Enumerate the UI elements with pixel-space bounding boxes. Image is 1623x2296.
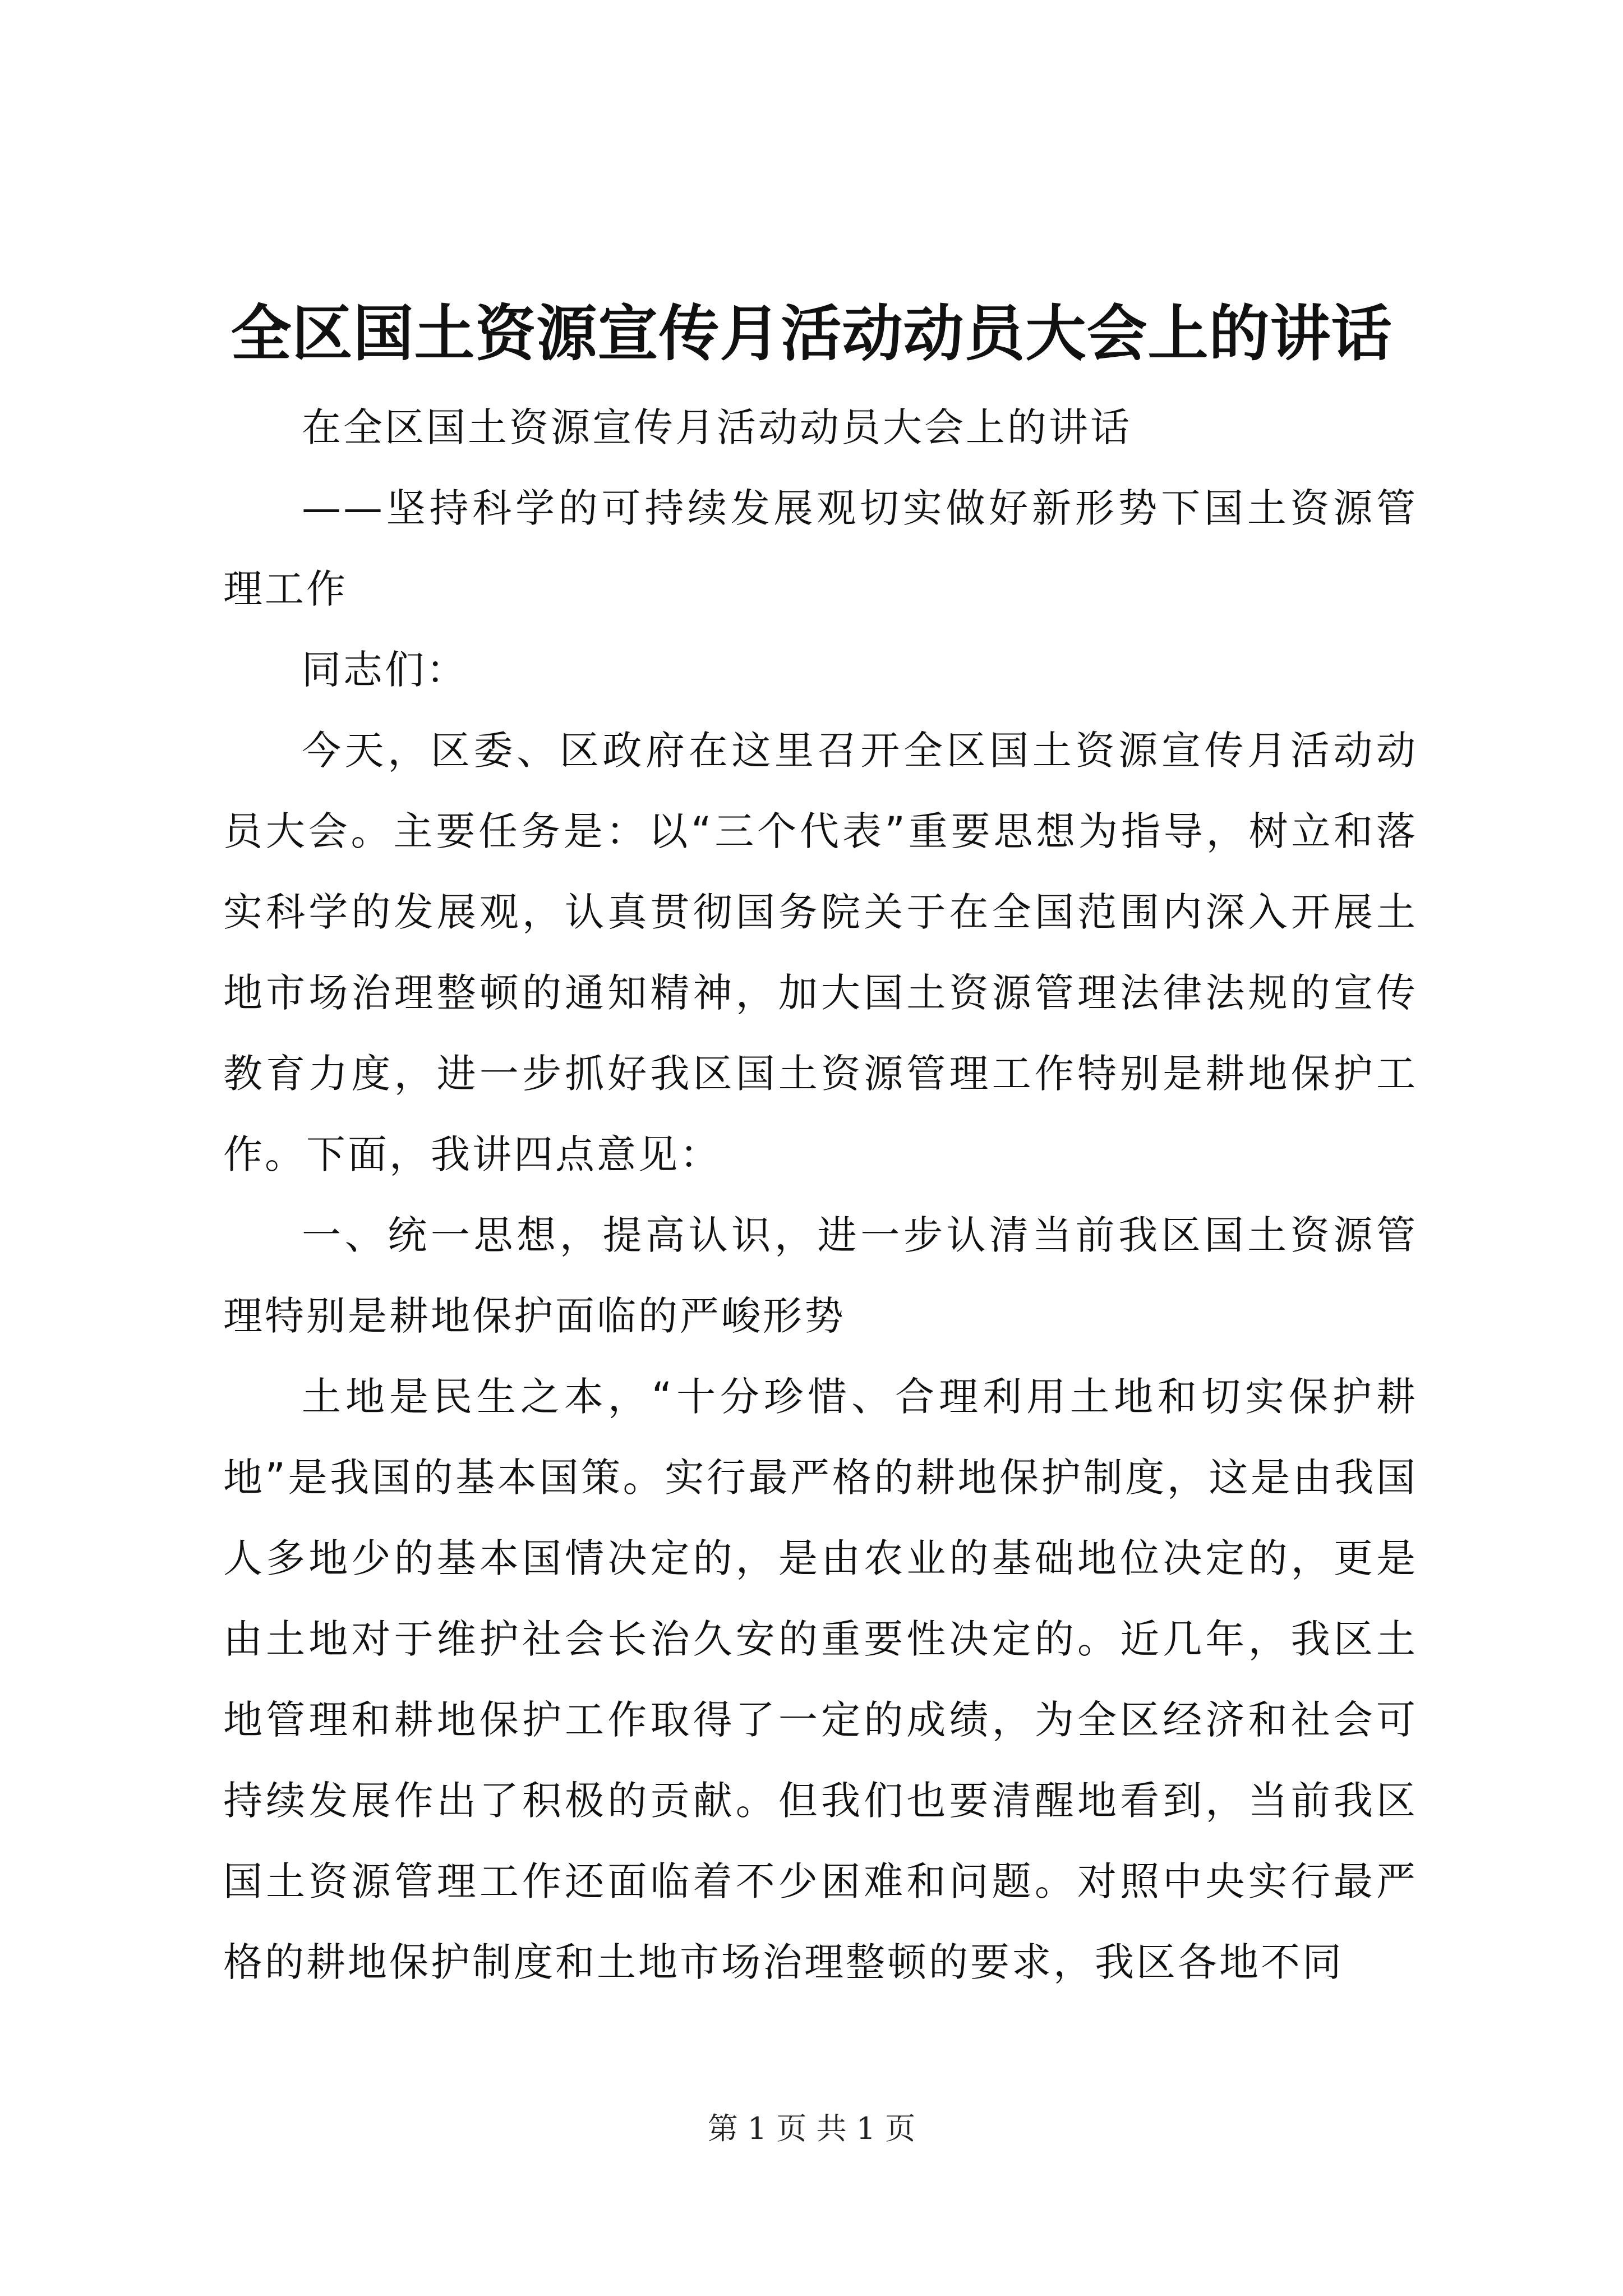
section-heading-paragraph: 一、统一思想，提高认识，进一步认清当前我区国土资源管理特别是耕地保护面临的严峻形势 (223, 1212, 1418, 1339)
page-footer: 第 1 页 共 1 页 (707, 2111, 916, 2146)
salutation-paragraph: 同志们： (302, 647, 468, 693)
intro-paragraph: 今天，区委、区政府在这里召开全区国土资源宣传月活动动员大会。主要任务是：以“三个代表”重要思想为指导，树立和落实科学的发展观，认真贯彻国务院关于在全国范围内深入开展土地市场治理整顿的通知精神，加大国土资源管理法律法规的宣传教育力度，进一步抓好我区国土资源管理工作特别是耕地保护工作。下面，我讲四点意见： (223, 728, 1418, 1177)
body-paragraph: 土地是民生之本，“十分珍惜、合理利用土地和切实保护耕地”是我国的基本国策。实行最严格的耕地保护制度，这是由我国人多地少的基本国情决定的，是由农业的基础地位决定的，更是由土地对于维护社会长治久安的重要性决定的。近几年，我区土地管理和耕地保护工作取得了一定的成绩，为全区经济和社会可持续发展作出了积极的贡献。但我们也要清醒地看到，当前我区国土资源管理工作还面临着不少困难和问题。对照中央实行最严格的耕地保护制度和土地市场治理整顿的要求，我区各地不同 (223, 1374, 1418, 1985)
document-title: 全区国土资源宣传月活动动员大会上的讲话 (230, 298, 1393, 369)
subtitle-paragraph: 在全区国土资源宣传月活动动员大会上的讲话 (302, 404, 1132, 450)
document-body (223, 387, 1418, 2003)
theme-paragraph: ——坚持科学的可持续发展观切实做好新形势下国土资源管理工作 (223, 485, 1418, 612)
